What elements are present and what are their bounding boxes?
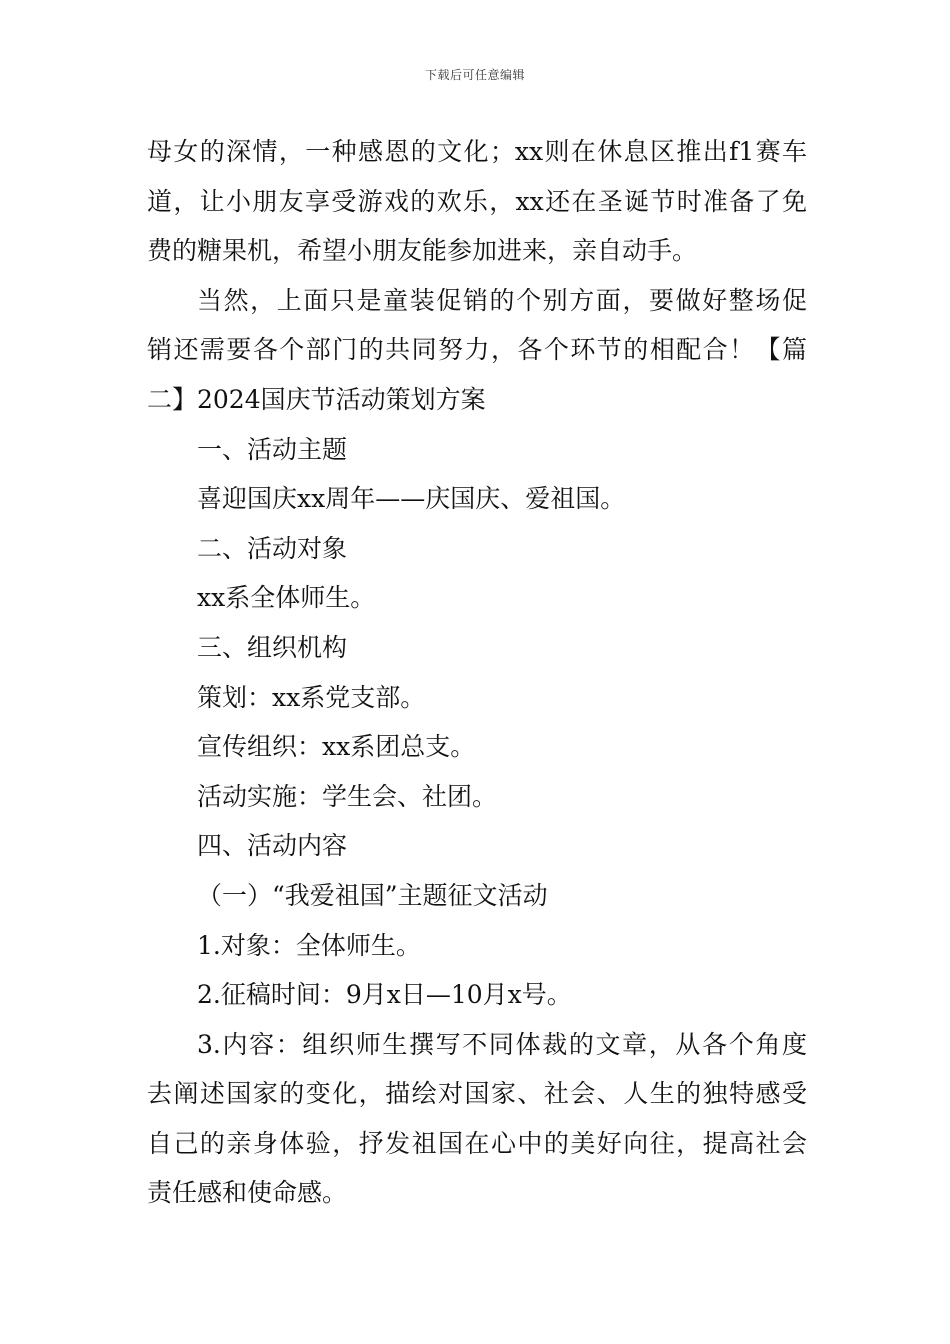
document-body xyxy=(147,127,807,1218)
text-line: 自己的亲身体验，抒发祖国在心中的美好向往，提高社会 xyxy=(147,1128,807,1158)
section-heading: 二、活动对象 xyxy=(197,533,348,563)
text-line: 喜迎国庆xx周年——庆国庆、爱祖国。 xyxy=(197,484,626,514)
text-line: 当然，上面只是童装促销的个别方面，要做好整场促 xyxy=(197,285,807,315)
text-line: 1.对象：全体师生。 xyxy=(197,930,421,960)
text-line: 去阐述国家的变化，描绘对国家、社会、人生的独特感受 xyxy=(147,1079,807,1109)
text-line: 母女的深情，一种感恩的文化；xx则在休息区推出f1赛车 xyxy=(147,137,807,166)
text-line: 活动实施：学生会、社团。 xyxy=(197,781,498,811)
text-line: 2.征稿时间：9月x日—10月x号。 xyxy=(197,980,572,1010)
text-line: 责任感和使命感。 xyxy=(147,1178,348,1208)
text-line: 道，让小朋友享受游戏的欢乐，xx还在圣诞节时准备了免 xyxy=(147,186,807,216)
text-line: xx系全体师生。 xyxy=(197,583,376,613)
text-line: 费的糖果机，希望小朋友能参加进来，亲自动手。 xyxy=(147,236,698,266)
text-line: 二】2024国庆节活动策划方案 xyxy=(147,384,486,414)
section-heading: 三、组织机构 xyxy=(197,632,348,662)
text-line: 宣传组织：xx系团总支。 xyxy=(197,732,476,762)
text-line: 销还需要各个部门的共同努力，各个环节的相配合！【篇 xyxy=(147,335,807,365)
text-line: 策划：xx系党支部。 xyxy=(197,682,426,712)
section-heading: 一、活动主题 xyxy=(197,434,348,464)
subsection-heading: （一）“我爱祖国”主题征文活动 xyxy=(197,880,548,910)
page-header: 下载后可任意编辑 xyxy=(424,68,525,82)
section-heading: 四、活动内容 xyxy=(197,831,348,861)
text-line: 3.内容：组织师生撰写不同体裁的文章，从各个角度 xyxy=(197,1029,807,1059)
